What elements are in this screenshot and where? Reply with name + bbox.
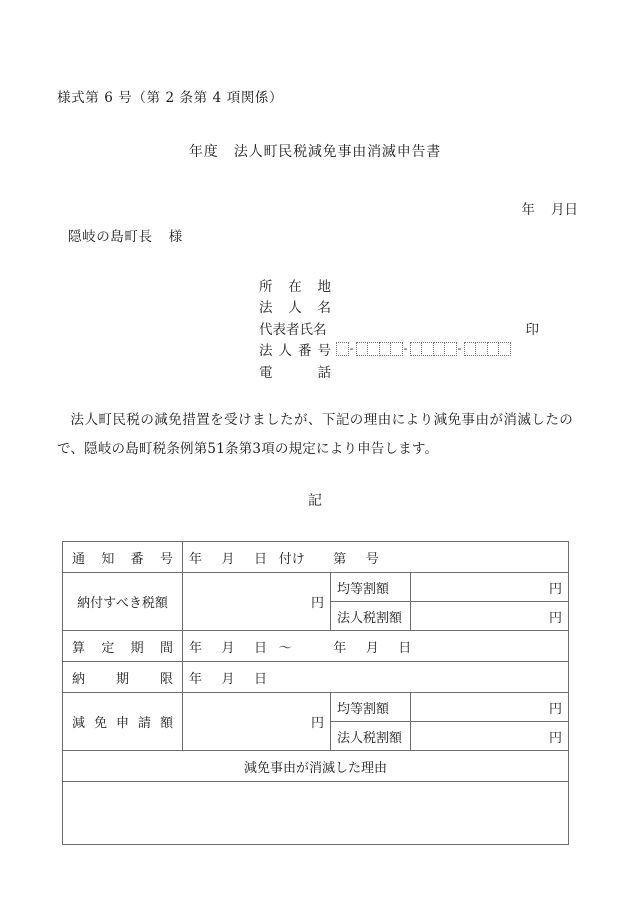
company-name-input[interactable] xyxy=(331,296,541,318)
table-row-reduction-per-capita xyxy=(63,693,569,722)
date-day-label: 日 xyxy=(564,202,578,218)
reason-input[interactable] xyxy=(63,782,569,845)
corp-number-separator: - xyxy=(457,342,462,356)
per-capita-label: 均等割額 xyxy=(331,573,411,602)
address-label: 所 在 地 xyxy=(259,278,331,295)
phone-label: 電 話 xyxy=(259,364,331,381)
payable-tax-total-value[interactable]: 円 xyxy=(183,573,331,631)
addressee-name: 隠岐の島町長 xyxy=(68,229,153,245)
table-row-reason-body xyxy=(63,782,569,845)
corp-number-input[interactable] xyxy=(336,342,510,356)
reduction-corporate-label: 法人税割額 xyxy=(331,722,411,751)
corp-number-group xyxy=(336,342,348,356)
calc-period-value[interactable]: 年 月 日 ～ 年 月 日 xyxy=(183,631,569,662)
declarant-address-row xyxy=(259,274,541,296)
due-date-value[interactable]: 年 月 日 xyxy=(183,662,569,693)
per-capita-value[interactable]: 円 xyxy=(411,573,569,602)
title-year: 年度 xyxy=(188,144,219,160)
submission-date-line xyxy=(0,198,630,218)
declarant-company-row xyxy=(259,296,541,318)
page-title xyxy=(0,141,630,161)
ki-marker: 記 xyxy=(308,493,322,509)
representative-input[interactable] xyxy=(331,317,541,339)
representative-label: 代表者氏名 xyxy=(259,321,327,338)
due-date-label: 納 期 限 xyxy=(63,662,183,693)
company-name-label: 法 人 名 xyxy=(259,300,331,317)
date-month-label: 月 xyxy=(551,202,565,218)
form-number: 様式第 6 号（第 2 条第 4 項関係） xyxy=(57,90,284,106)
declarant-block xyxy=(259,274,541,382)
table-row-notice-number xyxy=(63,542,569,573)
table-row-due-date xyxy=(63,662,569,693)
table-row-calc-period xyxy=(63,631,569,662)
date-year-label: 年 xyxy=(521,202,535,218)
title-main: 法人町民税減免事由消滅申告書 xyxy=(233,144,442,160)
corp-number-separator: - xyxy=(403,342,408,356)
addressee-honorific: 様 xyxy=(168,229,183,245)
addressee xyxy=(68,225,183,245)
corporate-tax-value[interactable]: 円 xyxy=(411,602,569,631)
reduction-request-total-value[interactable]: 円 xyxy=(183,693,331,751)
corp-number-group xyxy=(356,342,402,356)
corp-number-group xyxy=(464,342,510,356)
payable-tax-label: 納付すべき税額 xyxy=(63,573,183,631)
table-row-reason-header xyxy=(63,751,569,782)
corporate-tax-label: 法人税割額 xyxy=(331,602,411,631)
address-input[interactable] xyxy=(331,274,541,296)
reason-header: 減免事由が消滅した理由 xyxy=(63,751,569,782)
seal-mark-icon: 印 xyxy=(525,322,539,338)
body-paragraph: 法人町民税の減免措置を受けましたが、下記の理由により減免事由が消滅したので、隠岐の島町税条例第51条第3項の規定により申告します。 xyxy=(57,412,573,457)
notice-number-label: 通 知 番 号 xyxy=(63,542,183,573)
table-row-payable-tax-per-capita xyxy=(63,573,569,602)
phone-input[interactable] xyxy=(331,360,541,382)
corp-number-group xyxy=(410,342,456,356)
reduction-per-capita-value[interactable]: 円 xyxy=(411,693,569,722)
declaration-table xyxy=(62,541,569,845)
corp-number-label: 法 人 番 号 xyxy=(259,343,331,360)
declarant-corp-number-row xyxy=(259,339,541,361)
declarant-representative-row xyxy=(259,317,541,339)
notice-number-value[interactable]: 年 月 日 付け 第 号 xyxy=(183,542,569,573)
corp-number-separator: - xyxy=(349,342,354,356)
reduction-per-capita-label: 均等割額 xyxy=(331,693,411,722)
reduction-corporate-value[interactable]: 円 xyxy=(411,722,569,751)
calc-period-label: 算 定 期 間 xyxy=(63,631,183,662)
corp-number-digit-box[interactable] xyxy=(498,342,511,356)
reduction-request-label: 減 免 申 請 額 xyxy=(63,693,183,751)
declarant-phone-row xyxy=(259,360,541,382)
